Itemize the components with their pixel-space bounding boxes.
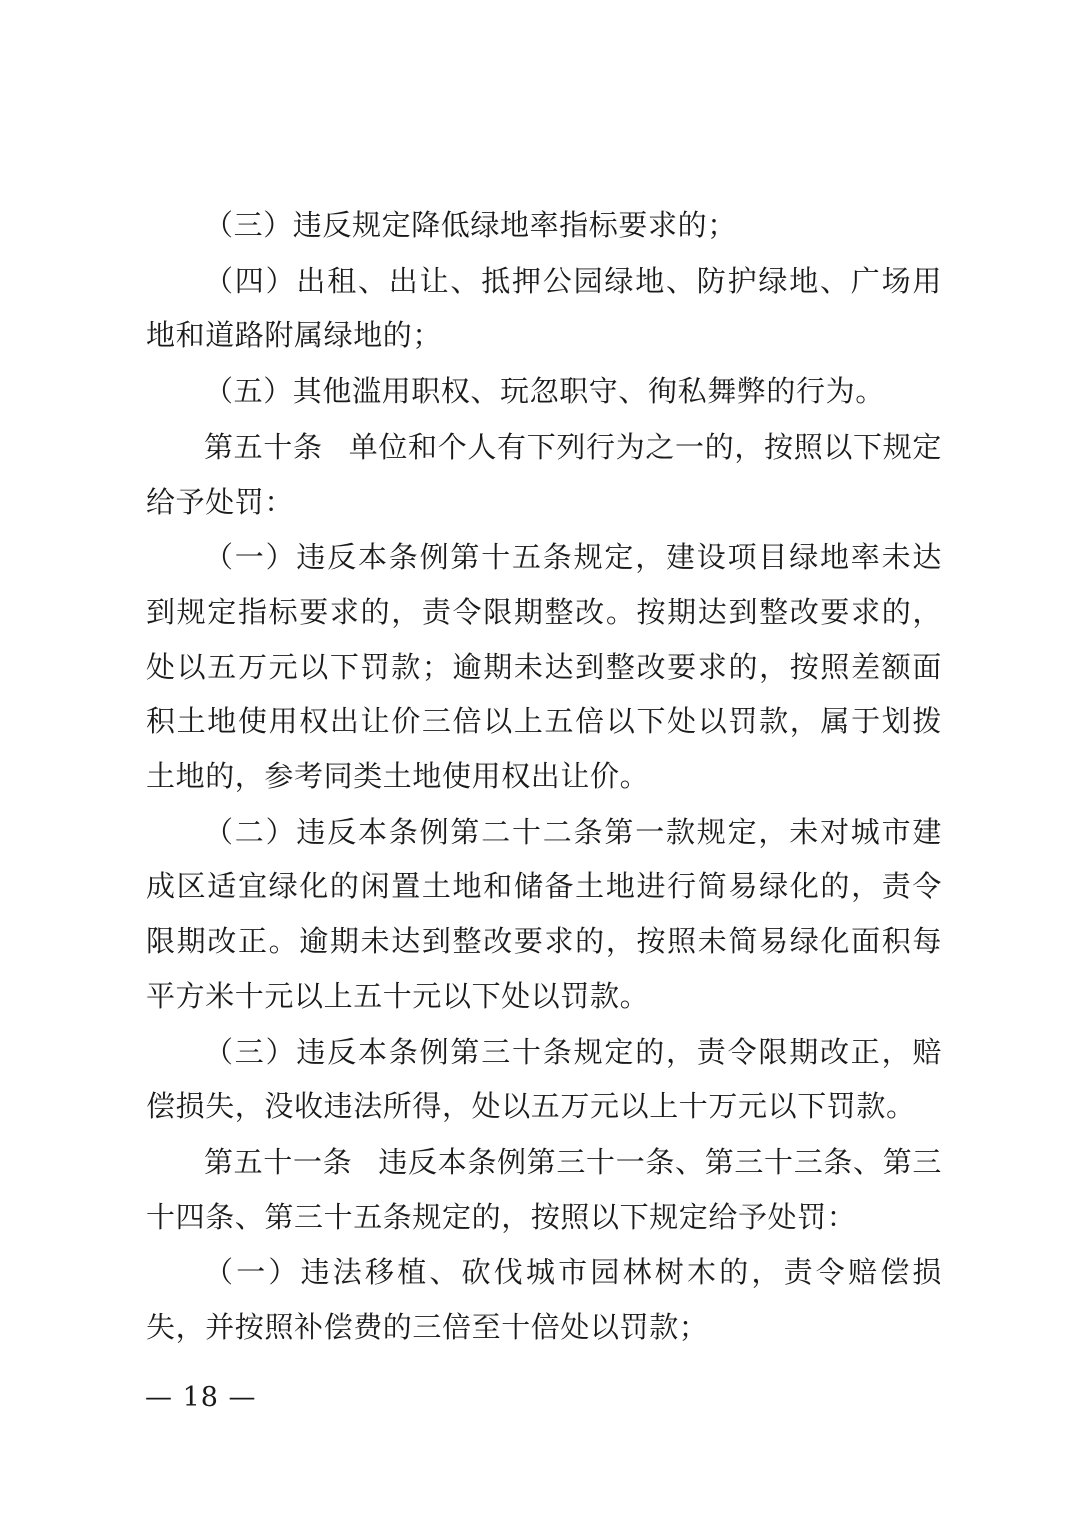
paragraph-item-4: （四）出租、出让、抵押公园绿地、防护绿地、广场用地和道路附属绿地的； [146, 263, 942, 353]
article-number: 第五十条 [204, 429, 323, 464]
article-51 [146, 1135, 942, 1244]
paragraph-item-2: （二）违反本条例第二十二条第一款规定，未对城市建成区适宜绿化的闲置土地和储备土地进行简易绿化的，责令限期改正。逾期未达到整改要求的，按照未简易绿化面积每平方米十元以上五十元以下处以罚款。 [146, 814, 942, 1013]
paragraph-item-5: （五）其他滥用职权、玩忽职守、徇私舞弊的行为。 [204, 374, 885, 409]
article-number: 第五十一条 [204, 1144, 353, 1179]
page-number: — 18 — [145, 1382, 257, 1413]
document-body [146, 198, 942, 1356]
article-50 [146, 420, 942, 529]
paragraph-item-3: （三）违反规定降低绿地率指标要求的； [204, 208, 737, 242]
article-text: 单位和个人有下列行为之一的，按照以下规定给予处罚： [146, 429, 942, 519]
paragraph-item-3b: （三）违反本条例第三十条规定的，责令限期改正，赔偿损失，没收违法所得，处以五万元以上十万元以下罚款。 [146, 1034, 942, 1124]
paragraph-item-1b: （一）违法移植、砍伐城市园林树木的，责令赔偿损失，并按照补偿费的三倍至十倍处以罚款； [146, 1255, 942, 1345]
paragraph-item-1: （一）违反本条例第十五条规定，建设项目绿地率未达到规定指标要求的，责令限期整改。按期达到整改要求的，处以五万元以下罚款；逾期未达到整改要求的，按照差额面积土地使用权出让价三倍以上五倍以下处以罚款，属于划拨土地的，参考同类土地使用权出让价。 [146, 540, 942, 794]
article-text: 违反本条例第三十一条、第三十三条、第三十四条、第三十五条规定的，按照以下规定给予处罚： [146, 1144, 942, 1234]
